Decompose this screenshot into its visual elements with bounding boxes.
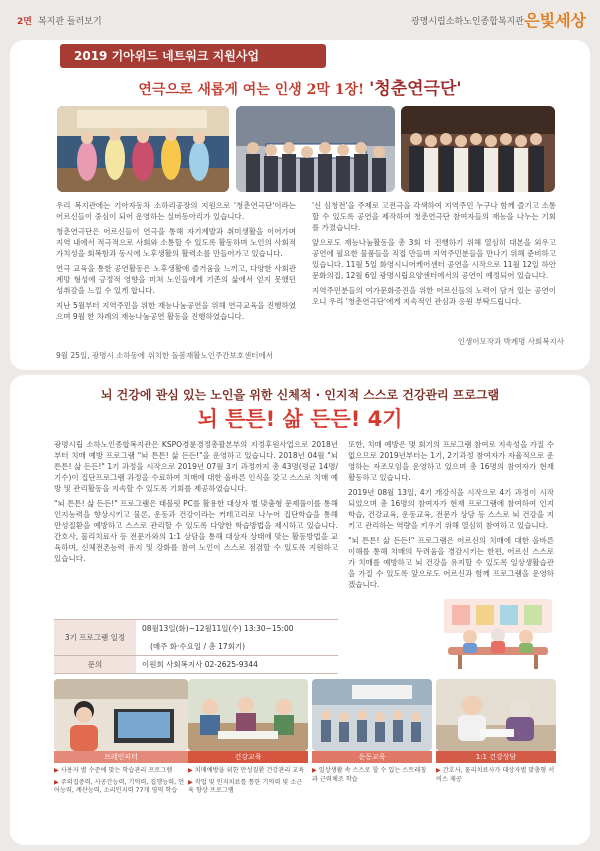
program-description-line: 사용자 별 수준에 맞는 학습관리 프로그램 — [60, 767, 173, 774]
bullet-icon: ▶ — [188, 778, 195, 786]
paragraph: "뇌 튼튼! 삶 든든!" 프로그램은 태블릿 PC를 활용한 대상자 별 맞춤형 문제풀이를 통해 인지능력을 향상시키고 물론, 운동과 건강이라는 커테고리로 나누어 집단학습을 통해 만성질환을 예방하고 스스로 관리할 수 있도록 다양한 학습방법을 제시하고 있습니다. 간호사, 물리치료사 등 전문가와의 1:1 상담을 통해 대상자 상태에 맞는 활동방법을 교육하며, 신체전촌능력 유지 및 강화를 참여 노인이 스스로 점검할 수 있도록 지원하고 있습니다. — [54, 499, 338, 563]
program-illustration — [438, 597, 558, 671]
bullet-icon: ▶ — [436, 767, 443, 774]
program-description-line: 치매예방을 위한 만성질환 건강관리 교육 — [194, 767, 305, 774]
program-description-line: 작업 및 인지치료를 통한 기억력 및 소근육 향상 프로그램 — [188, 778, 303, 794]
page-header — [0, 0, 600, 36]
program-photo-health — [188, 679, 308, 751]
schedule-sessions: (매주 화·수요일 / 총 17회기) — [136, 638, 338, 656]
program-label: 1:1 건강상담 — [436, 751, 556, 763]
paragraph: 광명시립 소하노인종합복지관은 KSPO경륜경정총괄본부의 지정후원사업으로 2018년부터 치매 예방 프로그램 "뇌 튼튼! 삶 든든!"을 운영하고 있습니다. 2018년 04월 "뇌 튼튼! 삶 든든!" 1기 과정을 시작으로 2019년 07월 3기 과정까지 총 43명(평균 14명/기수)이 집단프로그램 과정을 수료하여 치매에 대한 올바른 인식을 갖고 스스로 치매 예방 및 관리활동을 지속할 수 있도록 기회를 제공하였습니다. — [54, 440, 338, 493]
article2-title-big: 뇌 튼튼! 삶 든든! 4기 — [197, 407, 403, 431]
article2-left-column — [54, 439, 338, 568]
bullet-icon: ▶ — [54, 767, 61, 774]
program-label: 운동교육 — [312, 751, 432, 763]
schedule-period: 08월13일(화)~12월11일(수) 13:30~15:00 — [136, 620, 338, 638]
article-brain-program — [10, 375, 590, 845]
article-drama-club — [10, 40, 590, 370]
article1-right-column — [312, 200, 556, 311]
bullet-icon: ▶ — [188, 767, 195, 774]
program-description — [188, 767, 308, 799]
schedule-label-contact: 문의 — [54, 656, 136, 674]
program-description-line: 주의집중력, 시공간능력, 기억력, 집행능력, 언어능력, 계산능력, 소리인지력 77개 영역 학습 — [54, 778, 185, 794]
program-label: 브레인피터 — [54, 751, 188, 763]
program-label: 건강교육 — [188, 751, 308, 763]
org-name: 광명시립소하노인종합복지관 — [410, 17, 524, 27]
program-description-line: 일상생활 속 스스로 할 수 있는 스트레칭과 근력체조 학습 — [312, 767, 427, 783]
paragraph: '신 심청전'을 주제로 고전극을 각색하여 지역주민 누구나 함께 즐기고 소통할 수 있도록 공연을 제작하여 청춘연극단 참여자들의 재능을 나누는 기회를 가졌습니다. — [312, 201, 556, 232]
drama-photo-2 — [236, 106, 395, 192]
article2-right-column — [348, 439, 554, 594]
article1-ribbon: 2019 기아위드 네트워크 지원사업 — [60, 44, 326, 68]
article1-caption: 9월 25일, 광명시 소하동에 위치한 돌봄재활노인주간보호센터에서 — [56, 351, 273, 360]
program-description — [436, 767, 556, 787]
paragraph: 또한, 치매 예방은 몇 회기의 프로그램 참여로 지속성을 가질 수 없으므로 2019년부터는 1기, 2기과정 참여자가 자율적으로 운영하는 자조모임을 운영하고 있으며 총 16명의 참여자가 현재 활동하고 있습니다. — [348, 440, 554, 482]
program-description-line: 간호사, 물리치료사가 대상자별 맞춤형 서비스 제공 — [436, 767, 555, 783]
article1-left-column — [56, 200, 296, 326]
paragraph: 2019년 08월 13일, 4기 개강식을 시작으로 4기 과정이 시작되었으며 총 16명의 참여자가 현재 프로그램에 참여하여 인지학습, 건강교육, 운동교육, 전문가 상담 등 스스로 뇌 건강을 지키고 관리하는 역량을 키우기 위해 열심히 참여하고 있습니다. — [348, 488, 554, 530]
paragraph: 지역주민분들의 여가문화증진을 위한 어르신들의 노력이 담겨 있는 공연이오니 우리 '청춘연극단'에게 지속적인 관심과 응원 부탁드립니다. — [312, 286, 556, 306]
schedule-contact: 이원희 사회복지사 02-2625-9344 — [136, 656, 338, 674]
program-photo-brain — [54, 679, 188, 751]
bullet-icon: ▶ — [54, 778, 61, 786]
drama-photo-1 — [57, 106, 229, 192]
article1-author: 인생이모작과 박계명 사회복지사 — [457, 337, 564, 346]
program-description — [312, 767, 432, 787]
page-label: 2면 복지관 들러보기 — [17, 17, 102, 27]
article1-subtitle: 연극으로 새롭게 여는 인생 2막 1장! '청춘연극단' — [138, 79, 462, 99]
drama-photo-3 — [401, 106, 555, 192]
schedule-table — [54, 619, 338, 674]
program-photo-exercise — [312, 679, 432, 751]
paragraph: "뇌 튼튼! 삶 든든!" 프로그램은 어르신의 치매에 대한 올바른 이해를 통해 치매의 두려움을 경감시키는 한편, 어르신 스스로가 치매를 예방하고 뇌 건강을 유지할 수 있도록 일상생활습관을 가질 수 있도록 앞으로도 어르신과 함께 프로그램을 운영하겠습니다. — [348, 536, 554, 589]
paragraph: 앞으로도 재능나눔활동을 총 3회 더 진행하기 위해 열심히 대본을 외우고 공연에 필요한 물품들을 직접 만들며 지역주민분들을 만나기 위해 준비하고 있습니다. 11월 5일 화영시니어케어센터 공연을 시작으로 11월 12일 하안문화의집, 12월 6일 광명시립요양센터에서의 공연이 예정되어 있습니다. — [312, 238, 556, 280]
bullet-icon: ▶ — [312, 767, 319, 774]
paragraph: 우리 복지관에는 기아자동차 소하리공장의 지원으로 '청춘연극단'이라는 어르신들이 중심이 되어 운영하는 실버동아리가 있습니다. — [56, 201, 296, 221]
schedule-label-period: 3기 프로그램 일정 — [54, 620, 136, 656]
newsletter-logo: 은빛세상 — [524, 11, 586, 30]
program-description — [54, 767, 188, 799]
article2-title-small: 뇌 건강에 관심 있는 노인을 위한 신체적 · 인지적 스스로 건강관리 프로그램 — [100, 388, 500, 402]
paragraph: 지난 5월부터 지역주민을 위한 재능나눔공연을 위해 연극교육을 진행하였으며 9월 한 차례의 재능나눔공연 활동을 진행하였습니다. — [56, 301, 296, 321]
paragraph: 연극 교육을 통한 공연활동은 노후생활에 즐거움을 느끼고, 다양한 사회관계망 형성에 긍정적 영향을 미쳐 노인들에게 기존의 삶에서 얻지 못했던 성취감을 느낄 수 있게 합니다. — [56, 264, 296, 295]
paragraph: 청춘연극단은 어르신들이 연극을 통해 자기계발과 취미생활을 이어가며 지역 내에서 적극적으로 사회와 소통할 수 있도록 활동하며 노인의 사회적 가치성을 회복함과 동시에 노후생활의 활력소를 만들어가고 있습니다. — [56, 227, 296, 258]
program-photo-consult — [436, 679, 556, 751]
